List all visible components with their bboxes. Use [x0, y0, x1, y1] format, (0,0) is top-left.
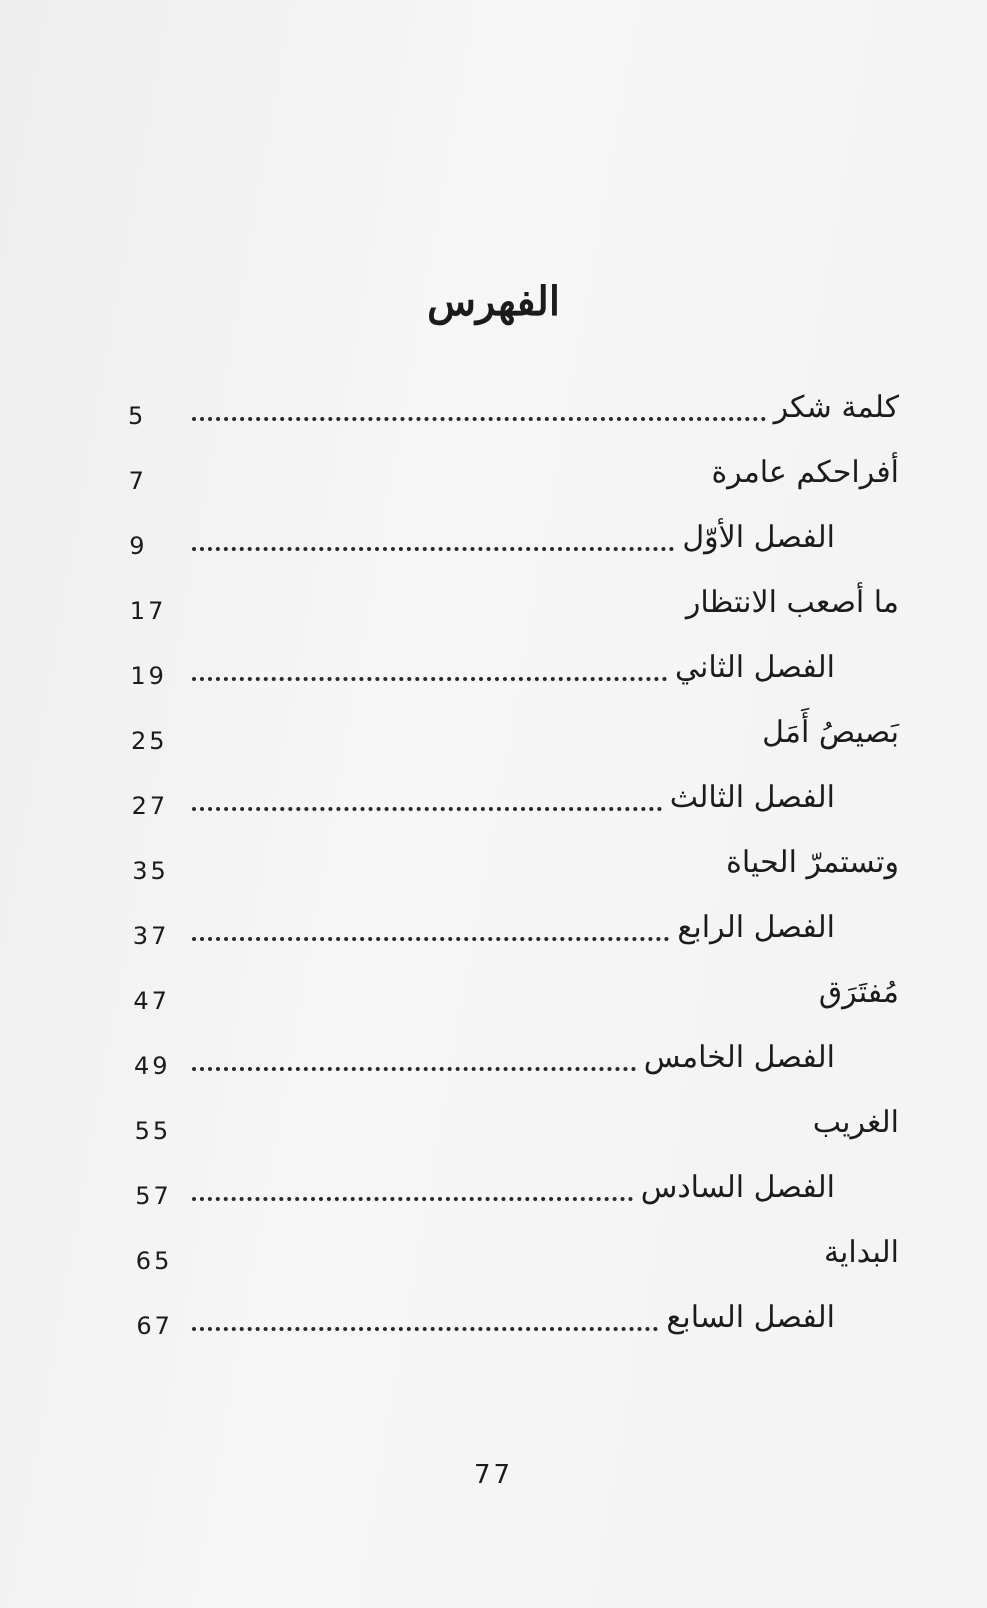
toc-entry: [0, 640, 987, 705]
toc-page-number: 27: [131, 792, 169, 820]
toc-page-number: 65: [135, 1247, 173, 1275]
toc-entry: [0, 835, 987, 900]
toc-page-number: 19: [130, 662, 167, 690]
dotted-leader: [192, 547, 674, 551]
toc-page-number: 57: [135, 1182, 172, 1210]
toc-entry-title: الفصل السادس: [640, 1170, 835, 1205]
toc-page-number: 55: [134, 1117, 172, 1145]
page-number: 77: [473, 1460, 514, 1490]
toc-entry: [0, 1290, 987, 1355]
toc-entry-title: الفصل الأوّل: [682, 520, 835, 555]
toc-page-number: 17: [129, 597, 167, 625]
dotted-leader: [192, 677, 667, 681]
toc-entry: [0, 900, 987, 965]
dotted-leader: [192, 807, 662, 811]
toc-page-number: 67: [136, 1312, 173, 1340]
toc-entry: [0, 1095, 987, 1160]
toc-page-number: 49: [134, 1052, 171, 1080]
toc-entry-title: كلمة شكر: [773, 390, 899, 425]
toc-page-number: 37: [132, 922, 170, 950]
toc-entry: [0, 575, 987, 640]
toc-page-number: 47: [133, 987, 170, 1015]
toc-entry: [0, 510, 987, 575]
table-of-contents: [0, 380, 987, 1355]
toc-entry-title: أفراحكم عامرة: [711, 455, 899, 490]
toc-entry-title: الفصل الخامس: [643, 1040, 835, 1075]
toc-entry-title: البداية: [823, 1235, 899, 1270]
toc-page-number: 9: [129, 532, 148, 560]
toc-entry-title: ما أصعب الانتظار: [685, 585, 899, 620]
dotted-leader: [192, 937, 669, 941]
dotted-leader: [192, 1067, 636, 1071]
toc-entry-title: الفصل الثاني: [675, 650, 835, 685]
toc-entry-title: وتستمرّ الحياة: [726, 845, 899, 880]
toc-entry: [0, 1160, 987, 1225]
page-title: الفهرس: [427, 277, 560, 325]
toc-entry: [0, 705, 987, 770]
toc-entry: [0, 1030, 987, 1095]
toc-entry-title: الفصل الرابع: [677, 910, 835, 945]
toc-page-number: 5: [128, 402, 147, 430]
dotted-leader: [192, 417, 766, 421]
toc-entry-title: الفصل السابع: [666, 1300, 835, 1335]
toc-entry-title: الغريب: [812, 1105, 899, 1140]
toc-page-number: 7: [128, 467, 147, 495]
toc-page-number: 35: [132, 857, 169, 885]
toc-entry: [0, 770, 987, 835]
toc-entry-title: الفصل الثالث: [669, 780, 835, 815]
toc-entry: [0, 380, 987, 445]
toc-entry: [0, 965, 987, 1030]
dotted-leader: [192, 1197, 633, 1201]
toc-page-number: 25: [131, 727, 168, 755]
toc-entry-title: بَصيصُ أَمَل: [762, 715, 899, 750]
dotted-leader: [192, 1327, 658, 1331]
toc-entry: [0, 445, 987, 510]
toc-entry: [0, 1225, 987, 1290]
toc-entry-title: مُفتَرَق: [818, 975, 899, 1010]
